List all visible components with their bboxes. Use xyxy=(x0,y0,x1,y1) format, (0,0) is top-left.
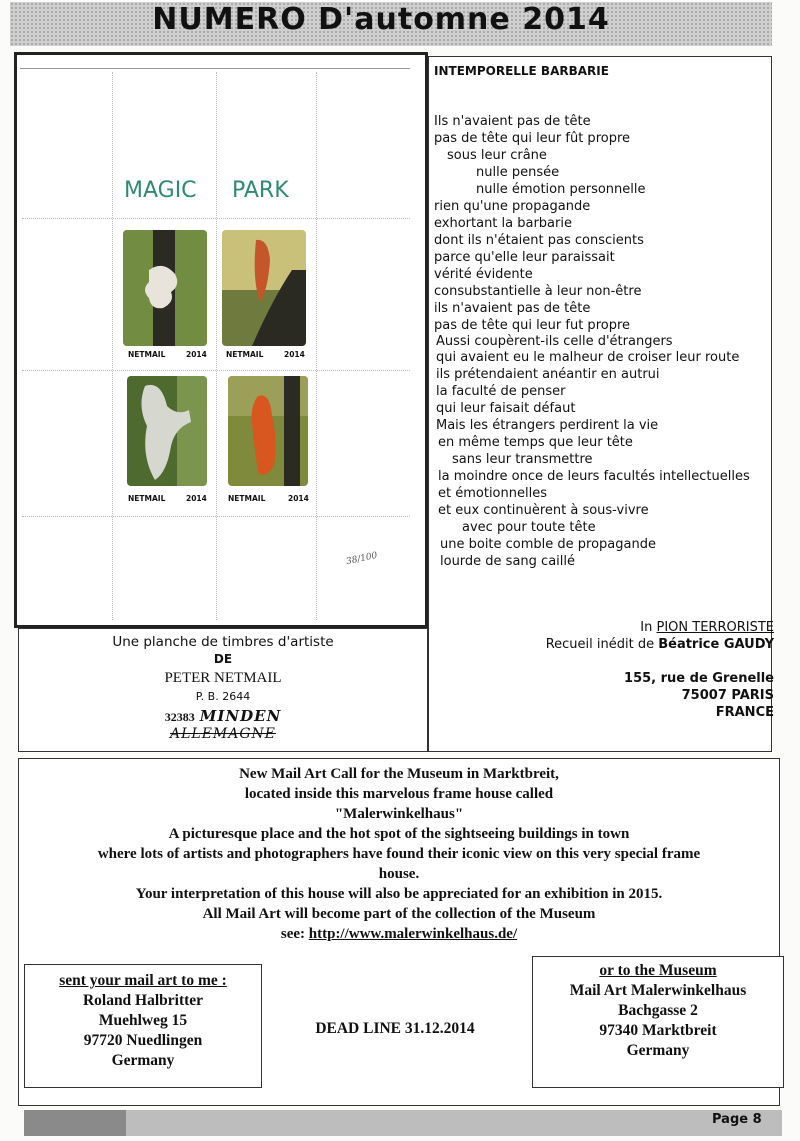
poem-line: la moindre once de leurs facultés intellectuelles xyxy=(438,469,750,484)
stamp xyxy=(118,224,212,364)
poem-author: Béatrice GAUDY xyxy=(658,637,774,652)
mail-art-line: Your interpretation of this house will also be appreciated for an exhibition in 2015. xyxy=(135,886,663,902)
caption-line: P. B. 2644 xyxy=(195,690,251,703)
stamp xyxy=(218,224,310,364)
poem-line: dont ils n'étaient pas conscients xyxy=(434,233,644,248)
poem-line: une boite comble de propagande xyxy=(440,537,656,552)
mail-art-see-line xyxy=(18,926,780,943)
poem-line: rien qu'une propagande xyxy=(434,199,591,214)
poem-line: exhortant la barbarie xyxy=(434,216,572,231)
stamp-year: 2014 xyxy=(186,494,207,503)
caption-line: DE xyxy=(213,652,233,666)
sender-address-line: 97720 Nuedlingen xyxy=(83,1032,203,1049)
sheet-top-rule xyxy=(20,68,410,69)
stamp-image xyxy=(123,230,207,346)
poem-address-line: 75007 PARIS xyxy=(681,688,774,703)
footer-accent xyxy=(24,1110,126,1136)
stamp-label: NETMAIL xyxy=(128,494,166,503)
page-number: Page 8 xyxy=(712,1112,762,1127)
museum-address-line: 97340 Marktbreit xyxy=(599,1022,717,1039)
perforation-line xyxy=(112,72,113,620)
museum-address-line: Mail Art Malerwinkelhaus xyxy=(569,982,747,999)
poem-line: qui avaient eu le malheur de croiser leur route xyxy=(436,350,740,365)
mail-art-line: where lots of artists and photographers have found their iconic view on this very special frame xyxy=(97,846,701,862)
stamp-image xyxy=(222,230,306,346)
deadline: DEAD LINE 31.12.2014 xyxy=(315,1020,475,1037)
poem-line: pas de tête qui leur fut propre xyxy=(434,318,631,333)
museum-link[interactable]: http://www.malerwinkelhaus.de/ xyxy=(308,926,518,942)
poem-line: vérité évidente xyxy=(434,267,533,282)
caption-zip: 32383 xyxy=(164,710,195,724)
poem-line: sans leur transmettre xyxy=(452,452,593,467)
mail-art-line: A picturesque place and the hot spot of the sightseeing buildings in town xyxy=(168,826,630,842)
poem-line: consubstantielle à leur non-être xyxy=(434,284,642,299)
poem-line: parce qu'elle leur paraissait xyxy=(434,250,615,265)
poem-title: INTEMPORELLE BARBARIE xyxy=(434,64,609,78)
poem-line: et eux continuèrent à sous-vivre xyxy=(438,503,649,518)
poem-author-prefix: Recueil inédit de xyxy=(545,637,655,652)
poem-line: lourde de sang caillé xyxy=(440,554,575,569)
sheet-title-park: PARK xyxy=(232,178,289,203)
page-title: NUMERO D'automne 2014 xyxy=(152,2,610,37)
poem-line: pas de tête qui leur fût propre xyxy=(434,131,631,146)
stamp xyxy=(118,374,212,510)
sender-address-line: Roland Halbritter xyxy=(82,992,204,1009)
museum-address-line: Bachgasse 2 xyxy=(618,1002,698,1019)
stamp-label: NETMAIL xyxy=(226,350,264,359)
poem-line: Mais les étrangers perdirent la vie xyxy=(436,418,659,433)
sender-address-line: Germany xyxy=(111,1052,175,1069)
poem-line: et émotionnelles xyxy=(438,486,547,501)
perforation-line xyxy=(216,72,217,620)
poem-line: Aussi coupèrent-ils celle d'étrangers xyxy=(436,334,673,349)
stamp-year: 2014 xyxy=(288,494,309,503)
museum-address-line: Germany xyxy=(626,1042,690,1059)
poem-line: sous leur crâne xyxy=(447,148,547,163)
poem-line: avec pour toute tête xyxy=(462,520,596,535)
edition-number: 38/100 xyxy=(345,550,379,568)
caption-line: ALLEMAGNE xyxy=(169,726,277,742)
stamp xyxy=(218,374,312,510)
stamp-label: NETMAIL xyxy=(128,350,166,359)
sender-heading: sent your mail art to me : xyxy=(59,972,227,989)
stamp-image xyxy=(228,376,308,486)
mail-art-line: All Mail Art will become part of the collection of the Museum xyxy=(202,906,596,922)
caption-city-line xyxy=(18,706,428,725)
caption-line: Une planche de timbres d'artiste xyxy=(112,634,334,650)
museum-heading: or to the Museum xyxy=(599,962,717,979)
sheet-title-magic: MAGIC xyxy=(124,178,197,203)
mail-art-line: located inside this marvelous frame house called xyxy=(244,786,554,802)
mail-art-line: New Mail Art Call for the Museum in Marktbreit, xyxy=(239,766,559,782)
poem-line: ils n'avaient pas de tête xyxy=(434,301,591,316)
poem-line: nulle émotion personnelle xyxy=(476,182,646,197)
mail-art-line: house. xyxy=(378,866,420,882)
footer-band xyxy=(24,1110,782,1136)
stamp-image xyxy=(127,376,207,486)
caption-city: MINDEN xyxy=(199,707,282,725)
poem-source-prefix: In xyxy=(640,620,653,635)
poem-address-line: FRANCE xyxy=(715,705,774,720)
poem-source xyxy=(560,620,774,635)
poem-line: ils prétendaient anéantir en autrui xyxy=(436,367,660,382)
poem-source-book: PION TERRORISTE xyxy=(656,620,774,635)
stamp-year: 2014 xyxy=(284,350,305,359)
poem-author-line xyxy=(500,637,774,652)
perforation-line xyxy=(316,72,317,620)
mail-art-line: "Malerwinkelhaus" xyxy=(334,806,464,822)
stamp-year: 2014 xyxy=(186,350,207,359)
see-label: see: xyxy=(280,926,306,942)
poem-address-line: 155, rue de Grenelle xyxy=(624,671,774,686)
poem-line: nulle pensée xyxy=(476,165,560,180)
caption-line: PETER NETMAIL xyxy=(164,670,282,686)
stamp-label: NETMAIL xyxy=(228,494,266,503)
poem-line: qui leur faisait défaut xyxy=(436,401,576,416)
poem-line: en même temps que leur tête xyxy=(438,435,633,450)
poem-line: la faculté de penser xyxy=(436,384,566,399)
poem-line: Ils n'avaient pas de tête xyxy=(434,114,591,129)
sender-address-line: Muehlweg 15 xyxy=(98,1012,188,1029)
